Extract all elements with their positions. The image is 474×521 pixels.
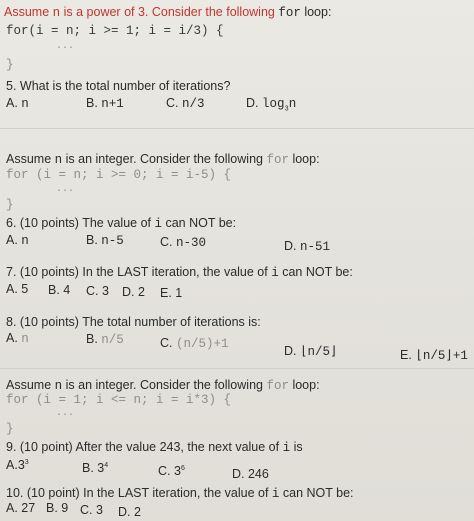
intro-var: n bbox=[54, 379, 63, 393]
q5-question: 5. What is the total number of iterations? bbox=[6, 79, 231, 93]
option-letter: C. bbox=[166, 96, 179, 110]
intro-var: n bbox=[52, 6, 61, 20]
option-letter: B. bbox=[82, 461, 94, 476]
option-text: 3 bbox=[173, 464, 181, 479]
option-text: 3 bbox=[97, 461, 105, 476]
section2-code-dots: ... bbox=[56, 184, 75, 195]
option-text: 246 bbox=[247, 467, 269, 481]
option-letter: D. bbox=[284, 239, 297, 253]
q6-option-a bbox=[6, 233, 29, 249]
question-prefix: 6. (10 points) The value of bbox=[6, 216, 155, 230]
intro-mid: is a power of 3. Consider the following bbox=[60, 5, 279, 19]
option-letter: A. bbox=[6, 331, 18, 345]
q8-option-a bbox=[6, 331, 29, 347]
intro-keyword: for bbox=[278, 6, 301, 20]
q9-option-b bbox=[82, 458, 108, 476]
intro-suffix: loop: bbox=[288, 378, 320, 392]
option-text: 9 bbox=[61, 501, 69, 515]
option-text-tail: n bbox=[288, 97, 297, 111]
option-letter: D. bbox=[284, 344, 297, 358]
q8-option-b bbox=[86, 332, 124, 348]
option-letter: C. bbox=[86, 284, 99, 298]
q7-option-a bbox=[6, 282, 28, 297]
option-letter: A. bbox=[6, 458, 18, 473]
section2-code-close: } bbox=[6, 198, 14, 212]
intro-var: n bbox=[54, 153, 63, 167]
q5-option-d bbox=[246, 96, 296, 118]
option-text: 27 bbox=[21, 501, 36, 515]
option-letter: C. bbox=[158, 464, 171, 479]
option-letter: B. bbox=[86, 332, 98, 346]
section1-code-line: for(i = n; i >= 1; i = i/3) { bbox=[6, 24, 224, 38]
q10-option-d bbox=[118, 505, 141, 520]
section3-code-close: } bbox=[6, 422, 14, 436]
q7-option-e bbox=[160, 286, 182, 301]
question-prefix: 7. (10 points) In the LAST iteration, the value of bbox=[6, 265, 272, 279]
option-text: n bbox=[21, 234, 29, 248]
option-letter: E. bbox=[160, 286, 172, 300]
option-text: n-5 bbox=[101, 234, 124, 248]
intro-suffix: loop: bbox=[288, 152, 320, 166]
section1-code-dots: ... bbox=[56, 41, 75, 52]
section2-intro bbox=[6, 152, 320, 168]
question-var: i bbox=[271, 487, 280, 501]
q9-option-d bbox=[232, 467, 269, 482]
option-letter: B. bbox=[86, 96, 98, 110]
q5-option-c bbox=[166, 96, 205, 112]
option-letter: B. bbox=[46, 501, 58, 515]
question-suffix: can NOT be: bbox=[278, 265, 353, 279]
option-subscript: 3 bbox=[284, 105, 289, 114]
option-letter: C. bbox=[160, 235, 173, 249]
q7-question bbox=[6, 265, 353, 281]
option-superscript: 3 bbox=[24, 459, 29, 466]
option-letter: A. bbox=[6, 501, 18, 515]
question-var: i bbox=[282, 441, 291, 455]
intro-suffix: loop: bbox=[300, 5, 332, 19]
option-text: log bbox=[261, 97, 285, 111]
option-text: 1 bbox=[175, 286, 183, 300]
option-letter: A. bbox=[6, 96, 18, 110]
option-text: n+1 bbox=[101, 97, 124, 111]
option-text: n bbox=[21, 332, 29, 346]
q8-option-c bbox=[160, 336, 229, 352]
option-text: (n/5)+1 bbox=[175, 337, 229, 351]
intro-prefix: Assume bbox=[6, 152, 55, 166]
section3-intro bbox=[6, 378, 320, 394]
option-letter: B. bbox=[86, 233, 98, 247]
option-text: 2 bbox=[133, 505, 141, 519]
section3-code-dots: ... bbox=[56, 408, 75, 419]
option-letter: B. bbox=[48, 283, 60, 297]
q7-option-c bbox=[86, 284, 109, 299]
option-text: 4 bbox=[63, 283, 71, 297]
section2-code-line: for (i = n; i >= 0; i = i-5) { bbox=[6, 168, 232, 182]
option-letter: C. bbox=[160, 336, 173, 350]
option-superscript: 4 bbox=[104, 462, 109, 469]
option-letter: D. bbox=[246, 96, 259, 110]
q6-question bbox=[6, 216, 236, 232]
option-text: n-30 bbox=[175, 236, 206, 250]
question-var: i bbox=[271, 266, 279, 280]
question-suffix: is bbox=[290, 440, 303, 454]
option-text: 3 bbox=[17, 458, 25, 473]
q8-question: 8. (10 points) The total number of iterations is: bbox=[6, 315, 261, 329]
option-letter: C. bbox=[80, 503, 93, 517]
intro-prefix: Assume bbox=[6, 378, 55, 392]
option-letter: D. bbox=[122, 285, 135, 299]
option-text: 5 bbox=[21, 282, 29, 296]
intro-prefix: Assume bbox=[4, 5, 53, 19]
section1-intro bbox=[4, 5, 331, 21]
q7-option-d bbox=[122, 285, 145, 300]
q6-option-c bbox=[160, 235, 206, 251]
option-letter: D. bbox=[232, 467, 245, 481]
option-text: n bbox=[21, 97, 29, 111]
q7-option-b bbox=[48, 283, 70, 298]
option-text: 3 bbox=[95, 503, 103, 517]
option-letter: D. bbox=[118, 505, 131, 519]
option-text: n/3 bbox=[181, 97, 205, 111]
section3-code-line: for (i = 1; i <= n; i = i*3) { bbox=[6, 393, 232, 407]
option-letter: E. bbox=[400, 348, 412, 362]
option-letter: A. bbox=[6, 282, 18, 296]
q6-option-d bbox=[284, 239, 330, 255]
q9-option-c bbox=[158, 461, 185, 479]
question-suffix: can NOT be: bbox=[161, 216, 237, 230]
q9-question bbox=[6, 440, 303, 456]
question-prefix: 10. (10 point) In the LAST iteration, the value of bbox=[6, 486, 272, 500]
intro-keyword: for bbox=[266, 379, 289, 393]
intro-keyword: for bbox=[266, 153, 289, 167]
q10-question bbox=[6, 486, 354, 502]
q10-option-b bbox=[46, 501, 68, 516]
intro-mid: is an integer. Consider the following bbox=[62, 378, 267, 392]
option-text: ⌊n/5⌋ bbox=[299, 345, 338, 359]
q10-option-c bbox=[80, 503, 103, 518]
question-var: i bbox=[154, 217, 162, 231]
q8-option-e bbox=[400, 348, 468, 364]
section1-code-close: } bbox=[6, 58, 14, 72]
option-letter: A. bbox=[6, 233, 18, 247]
question-suffix: can NOT be: bbox=[279, 486, 354, 500]
q5-option-a bbox=[6, 96, 29, 112]
q6-option-b bbox=[86, 233, 124, 249]
option-text: n-51 bbox=[299, 240, 330, 254]
option-text: n/5 bbox=[101, 333, 124, 347]
divider bbox=[0, 128, 474, 129]
divider bbox=[0, 368, 474, 369]
option-text: ⌊n/5⌋+1 bbox=[415, 349, 468, 363]
question-prefix: 9. (10 point) After the value 243, the next value of bbox=[6, 440, 283, 454]
intro-mid: is an integer. Consider the following bbox=[62, 152, 267, 166]
q10-option-a bbox=[6, 501, 35, 516]
q5-option-b bbox=[86, 96, 124, 112]
option-text: 3 bbox=[101, 284, 109, 298]
option-text: 2 bbox=[137, 285, 145, 299]
q9-option-a bbox=[6, 455, 29, 473]
option-superscript: 6 bbox=[180, 465, 185, 472]
q8-option-d bbox=[284, 344, 338, 360]
